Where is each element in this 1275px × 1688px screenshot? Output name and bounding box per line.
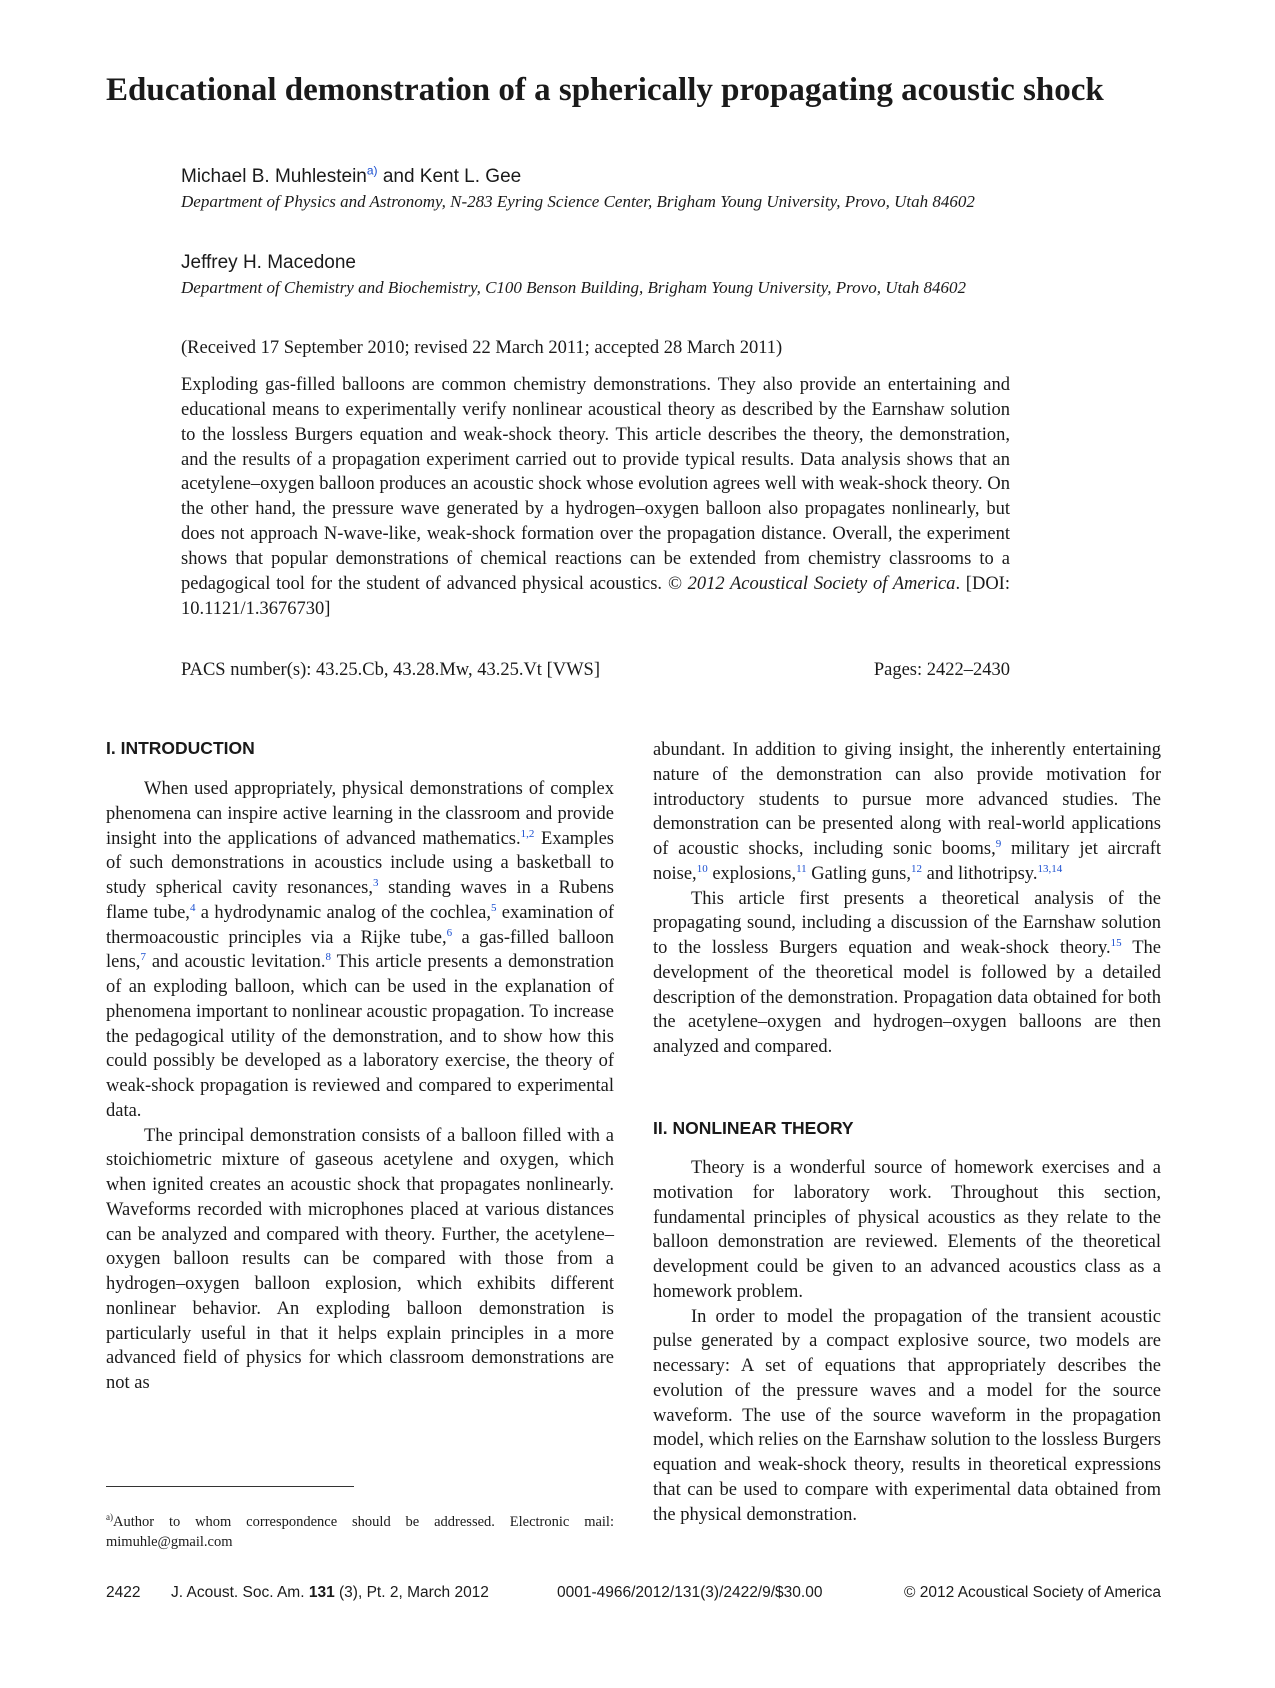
reference-link[interactable]: 9: [995, 837, 1002, 850]
section-heading-nonlinear-theory: II. NONLINEAR THEORY: [653, 1118, 854, 1138]
reference-link[interactable]: 6: [446, 926, 453, 939]
pacs-numbers: PACS number(s): 43.25.Cb, 43.28.Mw, 43.25.Vt [VWS]: [181, 660, 601, 680]
footer-journal: J. Acoust. Soc. Am. 131 (3), Pt. 2, March 2012: [171, 1584, 489, 1601]
theory-paragraph-2: In order to model the propagation of the transient acoustic pulse generated by a compact explosive source, two models are necessary: A set of equations that appropriately describes the evolution of the pressure waves and a model for the source waveform. The use of the source waveform in the propagation model, which relies on the Earnshaw solution to the lossless Burgers equation and weak-shock theory, results in theoretical expressions that can be used to compare with experimental data obtained from the physical demonstration.: [653, 1306, 1161, 1525]
reference-link[interactable]: 7: [140, 951, 146, 964]
footer-volume: 131: [308, 1584, 335, 1601]
author-names: Jeffrey H. Macedone: [181, 252, 356, 273]
page-range: Pages: 2422–2430: [873, 660, 1010, 680]
reference-link[interactable]: 3: [372, 876, 379, 889]
section-heading-introduction: I. INTRODUCTION: [106, 738, 255, 758]
received-dates: (Received 17 September 2010; revised 22 March 2011; accepted 28 March 2011): [181, 338, 783, 358]
intro-paragraph-continued: abundant. In addition to giving insight, the inherently entertaining nature of the demonstration can also provide motivation for introductory students to pursue more advanced studies. The demonstration can be presented along with real-world applications of acoustic shocks, including sonic booms,$^9$ military jet aircraft noise,$^{10}$ explosions,$^{11}$ Gatling guns,$^{12}$ and lithotripsy.$^{13,14}$: [653, 740, 1161, 884]
intro-paragraph-2: The principal demonstration consists of a balloon filled with a stoichiometric mixture of gaseous acetylene and oxygen, which when ignited creates an acoustic shock that propagates nonlinearly. Waveforms recorded with microphones placed at various distances can be analyzed and compared with theory. Further, the acetylene–oxygen balloon results can be compared with those from a hydrogen–oxygen balloon explosion, which exhibits different nonlinear behavior. An exploding balloon demonstration is particularly useful in that it helps explain principles in a more advanced field of physics for which classroom demonstrations are not as: [106, 1125, 614, 1393]
affiliation-2: Department of Chemistry and Biochemistry, C100 Benson Building, Brigham Young University, Provo, Utah 84602: [181, 278, 966, 297]
abstract: [181, 373, 1010, 621]
abstract-copyright: © 2012 Acoustical Society of America: [667, 573, 956, 594]
footer-code: 0001-4966/2012/131(3)/2422/9/$30.00: [557, 1584, 823, 1601]
correspondence-mark[interactable]: a): [366, 163, 378, 178]
author-names-cont: and Kent L. Gee: [377, 166, 522, 187]
reference-link[interactable]: 10: [696, 862, 708, 875]
left-column: [106, 777, 614, 1396]
footnote: [106, 1512, 614, 1552]
footnote-mark: a): [106, 1512, 113, 1523]
author-names: Michael B. Muhlestein: [181, 166, 367, 187]
doi-link[interactable]: . [DOI: 10.1121/1.3676730]: [181, 573, 1010, 619]
author-line-1: [181, 163, 522, 188]
footnote-text: Author to whom correspondence should be addressed. Electronic mail: mimuhle@gmail.com: [106, 1514, 614, 1550]
reference-link[interactable]: 15: [1110, 936, 1122, 949]
reference-link[interactable]: 8: [325, 951, 331, 964]
reference-link[interactable]: 5: [490, 901, 497, 914]
intro-paragraph-1: When used appropriately, physical demonstrations of complex phenomena can inspire active learning in the classroom and provide insight into the applications of advanced mathematics.$^{1,2}$ Examples of such demonstrations in acoustics include using a basketball to study spherical cavity resonances,$^3$ standing waves in a Rubens flame tube,$^4$ a hydrodynamic analog of the cochlea,$^5$ examination of thermoacoustic principles via a Rijke tube,$^6$ a gas-filled balloon lens,$^7$ and acoustic levitation.$^8$ This article presents a demonstration of an exploding balloon, which can be used in the explanation of phenomena important to nonlinear acoustic propagation. To increase the pedagogical utility of the demonstration, and to show how this could possibly be developed as a laboratory exercise, the theory of weak-shock propagation is reviewed and compared to experimental data.: [106, 779, 614, 1121]
footer-copyright: © 2012 Acoustical Society of America: [904, 1584, 1161, 1601]
intro-paragraph-3: This article first presents a theoretical analysis of the propagating sound, including a discussion of the Earnshaw solution to the lossless Burgers equation and weak-shock theory.$^{15}$ The development of the theoretical model is followed by a detailed description of the demonstration. Propagation data obtained for both the acetylene–oxygen and hydrogen–oxygen balloons are then analyzed and compared.: [653, 888, 1161, 1057]
reference-link[interactable]: 13,14: [1037, 862, 1063, 875]
right-column-top: [653, 738, 1161, 1060]
reference-link[interactable]: 1,2: [520, 827, 535, 840]
footer-page-number: 2422: [106, 1584, 141, 1601]
footnote-rule: [106, 1486, 354, 1487]
reference-link[interactable]: 4: [189, 901, 196, 914]
affiliation-1: Department of Physics and Astronomy, N-283 Eyring Science Center, Brigham Young University, Provo, Utah 84602: [181, 192, 975, 211]
right-column-bottom: [653, 1156, 1161, 1527]
author-line-2: [181, 252, 356, 274]
theory-paragraph-1: Theory is a wonderful source of homework exercises and a motivation for laboratory work. Throughout this section, fundamental principles of physical acoustics as they relate to the balloon demonstration are reviewed. Elements of the theoretical development could be given to an advanced acoustics class as a homework problem.: [653, 1158, 1161, 1302]
reference-link[interactable]: 11: [796, 862, 807, 875]
abstract-body: Exploding gas-filled balloons are common chemistry demonstrations. They also provide an entertaining and educational means to experimentally verify nonlinear acoustical theory as described by the Earnshaw solution to the lossless Burgers equation and weak-shock theory. This article describes the theory, the demonstration, and the results of a propagation experiment carried out to provide typical results. Data analysis shows that an acetylene–oxygen balloon produces an acoustic shock whose evolution agrees well with weak-shock theory. On the other hand, the pressure wave generated by a hydrogen–oxygen balloon also propagates nonlinearly, but does not approach N-wave-like, weak-shock formation over the propagation distance. Overall, the experiment shows that popular demonstrations of chemical reactions can be extended from chemistry classrooms to a pedagogical tool for the student of advanced physical acoustics.: [181, 375, 1010, 594]
article-title: Educational demonstration of a spherically propagating acoustic shock: [106, 72, 1104, 108]
reference-link[interactable]: 12: [911, 862, 922, 875]
